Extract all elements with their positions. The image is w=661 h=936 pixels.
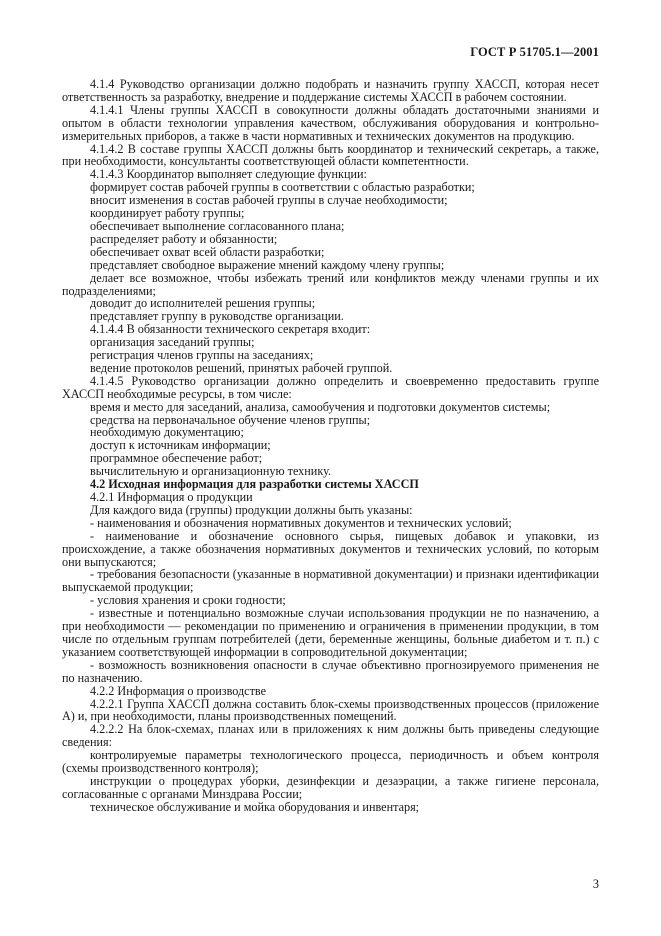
paragraph: - возможность возникновения опасности в случае объективно прогнозируемого применения не по назначению. <box>62 657 599 685</box>
page-number: 3 <box>592 877 599 891</box>
paragraph: представляет свободное выражение мнений каждому члену группы; <box>90 257 445 272</box>
paragraph: контролируемые параметры технологического процесса, периодичность и объем контроля (схемы производственного контроля); <box>62 748 599 776</box>
paragraph: 4.2.2.2 На блок-схемах, планах или в приложениях к ним должны быть приведены следующие сведения: <box>62 722 599 750</box>
paragraph: 4.2.2 Информация о производстве <box>90 683 267 698</box>
paragraph: 4.1.4.5 Руководство организации должно определить и своевременно предоставить группе ХАССП необходимые ресурсы, в том числе: <box>62 373 599 401</box>
paragraph: средства на первоначальное обучение членов группы; <box>90 412 371 427</box>
paragraph: доступ к источникам информации; <box>90 438 271 453</box>
paragraph: формирует состав рабочей группы в соответствии с областью разработки; <box>90 180 475 195</box>
paragraph: Для каждого вида (группы) продукции должны быть указаны: <box>90 502 413 517</box>
paragraph: вносит изменения в состав рабочей группы в случае необходимости; <box>90 193 448 208</box>
paragraph: необходимую документацию; <box>90 425 244 440</box>
paragraph: координирует работу группы; <box>90 206 245 221</box>
paragraph: ведение протоколов решений, принятых рабочей группой. <box>90 360 393 375</box>
paragraph: делает все возможное, чтобы избежать трений или конфликтов между членами группы и их подразделениями; <box>62 270 599 298</box>
paragraph: время и место для заседаний, анализа, самообучения и подготовки документов системы; <box>90 399 551 414</box>
paragraph: вычислительную и организационную технику. <box>90 464 331 479</box>
paragraph: - условия хранения и сроки годности; <box>90 593 286 608</box>
document-body <box>62 78 599 814</box>
paragraph: - наименования и обозначения нормативных документов и технических условий; <box>90 515 512 530</box>
paragraph: организация заседаний группы; <box>90 335 255 350</box>
paragraph: - требования безопасности (указанные в нормативной документации) и признаки идентификации выпускаемой продукции; <box>62 567 599 595</box>
paragraph: техническое обслуживание и мойка оборудования и инвентаря; <box>90 799 420 814</box>
paragraph: - наименование и обозначение основного сырья, пищевых добавок и упаковки, из происхождение, а также обозначения нормативных документов и технических условий, по которым они выпускаются; <box>62 528 599 569</box>
paragraph: обеспечивает охват всей области разработки; <box>90 244 325 259</box>
paragraph: - известные и потенциально возможные случаи использования продукции не по назначению, а при необходимости — рекомендации по применению и ограничения в применении продукции, в том числе по отдельным группам потребителей (дети, беременные женщины, больные диабетом и т. п.) с указанием соответствующей информации в сопроводительной документации; <box>62 606 599 659</box>
paragraph: доводит до исполнителей решения группы; <box>90 296 316 311</box>
paragraph: 4.2.2.1 Группа ХАССП должна составить блок-схемы производственных процессов (приложение А) и, при необходимости, планы производственных помещений. <box>62 696 599 724</box>
paragraph: 4.1.4.3 Координатор выполняет следующие функции: <box>90 167 367 182</box>
paragraph: 4.1.4.4 В обязанности технического секретаря входит: <box>90 322 371 337</box>
paragraph: программное обеспечение работ; <box>90 451 263 466</box>
paragraph: распределяет работу и обязанности; <box>90 231 278 246</box>
paragraph: обеспечивает выполнение согласованного плана; <box>90 218 345 233</box>
section-heading: 4.2 Исходная информация для разработки системы ХАССП <box>90 477 419 492</box>
paragraph: инструкции о процедурах уборки, дезинфекции и дезаэрации, а также гигиене персонала, согласованные с органами Минздрава России; <box>62 773 599 801</box>
paragraph: представляет группу в руководстве организации. <box>90 309 344 324</box>
paragraph: регистрация членов группы на заседаниях; <box>90 348 314 363</box>
document-code-header: ГОСТ Р 51705.1—2001 <box>470 45 599 59</box>
paragraph: 4.1.4.2 В составе группы ХАССП должны быть координатор и технический секретарь, а также, при необходимости, консультанты соответствующей области компетентности. <box>62 141 599 169</box>
paragraph: 4.2.1 Информация о продукции <box>90 490 253 504</box>
paragraph: 4.1.4.1 Члены группы ХАССП в совокупности должны обладать достаточными знаниями и опытом в области технологии управления качеством, обслуживания оборудования и контрольно-измерительных приборов, а также в части нормативных и технических документов на продукцию. <box>62 102 599 143</box>
paragraph: 4.1.4 Руководство организации должно подобрать и назначить группу ХАССП, которая несет ответственность за разработку, внедрение и поддержание системы ХАССП в рабочем состоянии. <box>62 77 599 104</box>
